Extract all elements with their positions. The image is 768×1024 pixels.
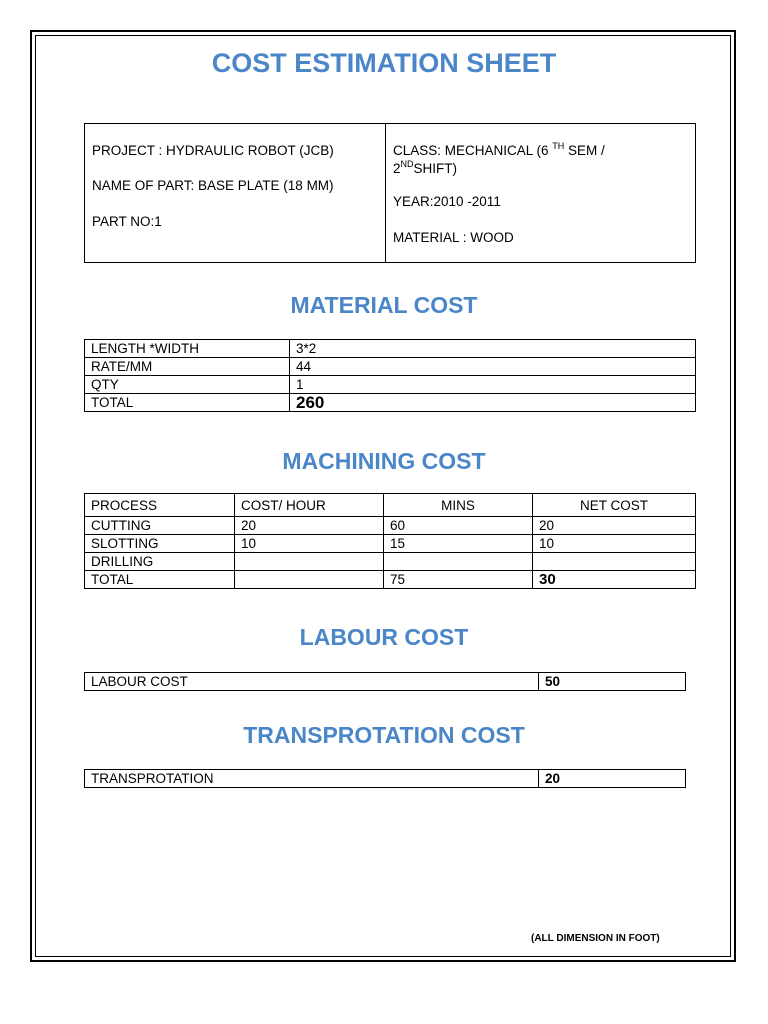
transport-cost-label: TRANSPROTATION (85, 770, 539, 788)
machining-cost-heading: MACHINING COST (282, 448, 486, 474)
labour-cost-heading: LABOUR COST (299, 624, 469, 650)
table-row (85, 770, 686, 788)
project-info-table (84, 123, 696, 263)
material-value: 44 (290, 358, 696, 376)
labour-cost-value: 50 (539, 673, 686, 691)
table-cell: CUTTING (85, 517, 235, 535)
class-info: CLASS: MECHANICAL (6 $^{TH}$ SEM / (393, 141, 605, 158)
labour-cost-label: LABOUR COST (85, 673, 539, 691)
material-label: QTY (85, 376, 290, 394)
material-value: 1 (290, 376, 696, 394)
transport-cost-heading: TRANSPROTATION COST (243, 722, 525, 748)
table-cell: DRILLING (85, 553, 235, 571)
table-row (85, 340, 696, 358)
table-cell (235, 571, 384, 589)
table-cell: 75 (384, 571, 533, 589)
table-cell: 60 (384, 517, 533, 535)
transport-cost-value: 20 (539, 770, 686, 788)
table-cell (384, 553, 533, 571)
project-info-left (85, 124, 386, 263)
table-row (85, 535, 696, 553)
column-header: PROCESS (85, 494, 235, 517)
table-cell (533, 553, 696, 571)
table-cell: 20 (533, 517, 696, 535)
column-header: COST/ HOUR (235, 494, 384, 517)
material-label: RATE/MM (85, 358, 290, 376)
page-title: COST ESTIMATION SHEET (211, 48, 557, 78)
part-number: PART NO:1 (92, 214, 162, 229)
shift-info: 2NDSHIFT) (393, 159, 458, 176)
table-cell: 20 (235, 517, 384, 535)
table-cell: 10 (235, 535, 384, 553)
table-header-row (85, 494, 696, 517)
transport-cost-table (84, 769, 686, 788)
material-cost-heading: MATERIAL COST (290, 292, 478, 318)
table-row (85, 517, 696, 535)
labour-cost-table (84, 672, 686, 691)
table-cell: 15 (384, 535, 533, 553)
table-row (85, 394, 696, 412)
material-total-value: 260 (290, 394, 696, 412)
material-label: TOTAL (85, 394, 290, 412)
project-info-right (386, 124, 696, 263)
table-cell: SLOTTING (85, 535, 235, 553)
part-name: NAME OF PART: BASE PLATE (18 MM) (92, 178, 334, 193)
project-name: PROJECT : HYDRAULIC ROBOT (JCB) (92, 143, 334, 158)
table-row (85, 571, 696, 589)
table-row (85, 376, 696, 394)
dimension-note: (ALL DIMENSION IN FOOT) (531, 933, 660, 944)
table-cell: 10 (533, 535, 696, 553)
material-value: 3*2 (290, 340, 696, 358)
table-row (85, 553, 696, 571)
material-label: LENGTH *WIDTH (85, 340, 290, 358)
table-row (85, 673, 686, 691)
material-cost-table (84, 339, 696, 412)
machining-total-value: 30 (533, 571, 696, 589)
year-info: YEAR:2010 -2011 (393, 194, 501, 209)
column-header: NET COST (533, 494, 696, 517)
table-cell: TOTAL (85, 571, 235, 589)
column-header: MINS (384, 494, 533, 517)
table-cell (235, 553, 384, 571)
table-row (85, 358, 696, 376)
material-info: MATERIAL : WOOD (393, 230, 514, 245)
machining-cost-table (84, 493, 696, 589)
